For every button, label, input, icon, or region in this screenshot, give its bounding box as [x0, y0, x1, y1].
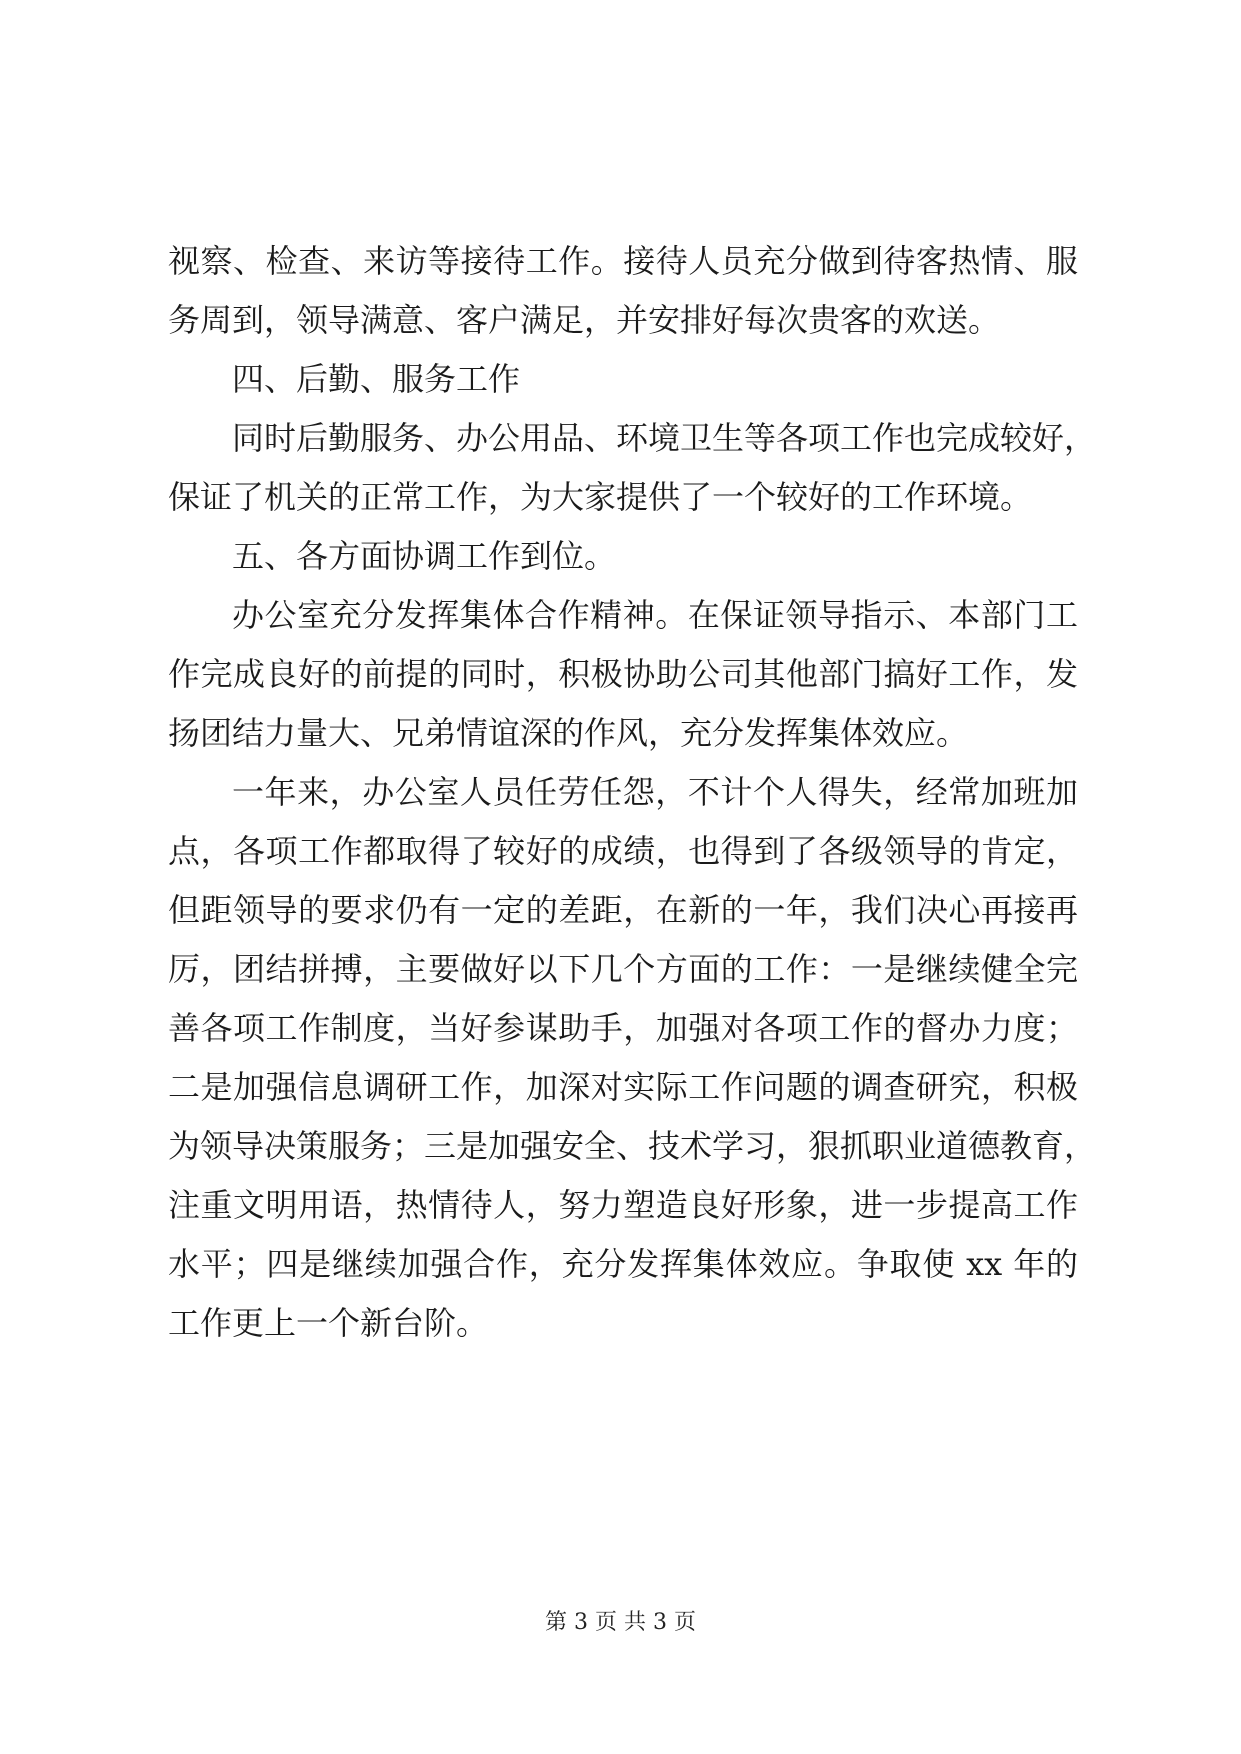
paragraph: [168, 409, 1097, 527]
text-line: 保证了机关的正常工作，为大家提供了一个较好的工作环境。: [168, 478, 1033, 516]
section-heading: [168, 527, 1078, 586]
text-line: 扬团结力量大、兄弟情谊深的作风，充分发挥集体效应。: [168, 714, 969, 752]
text-line: 但距领导的要求仍有一定的差距，在新的一年，我们决心再接再: [168, 891, 1078, 929]
text-line: 注重文明用语，热情待人，努力塑造良好形象，进一步提高工作: [168, 1186, 1078, 1224]
text-line: 作完成良好的前提的同时，积极协助公司其他部门搞好工作，发: [168, 655, 1078, 693]
text-line: 同时后勤服务、办公用品、环境卫生等各项工作也完成较好，: [232, 419, 1097, 457]
paragraph: [168, 586, 1078, 763]
text-line: 务周到，领导满意、客户满足，并安排好每次贵客的欢送。: [168, 301, 1001, 339]
paragraph: [168, 232, 1078, 350]
paragraph: [168, 763, 1097, 1353]
text-line: 五、各方面协调工作到位。: [232, 537, 617, 575]
text-line: 点，各项工作都取得了较好的成绩，也得到了各级领导的肯定，: [168, 832, 1078, 870]
text-line: 厉，团结拼搏，主要做好以下几个方面的工作：一是继续健全完: [168, 950, 1078, 988]
text-line: 二是加强信息调研工作，加深对实际工作问题的调查研究，积极: [168, 1068, 1078, 1106]
text-line: 办公室充分发挥集体合作精神。在保证领导指示、本部门工: [232, 596, 1078, 634]
text-line: 视察、检查、来访等接待工作。接待人员充分做到待客热情、服: [168, 242, 1078, 280]
text-line: 四、后勤、服务工作: [232, 360, 521, 398]
text-line: 水平；四是继续加强合作，充分发挥集体效应。争取使 xx 年的: [168, 1245, 1078, 1283]
text-line: 善各项工作制度，当好参谋助手，加强对各项工作的督办力度；: [168, 1009, 1078, 1047]
text-line: 工作更上一个新台阶。: [168, 1304, 489, 1342]
document-body: [168, 232, 1097, 1353]
text-line: 为领导决策服务；三是加强安全、技术学习，狠抓职业道德教育，: [168, 1127, 1097, 1165]
section-heading: [168, 350, 1078, 409]
page-number-footer: 第 3 页 共 3 页: [545, 1610, 696, 1635]
text-line: 一年来，办公室人员任劳任怨，不计个人得失，经常加班加: [232, 773, 1078, 811]
